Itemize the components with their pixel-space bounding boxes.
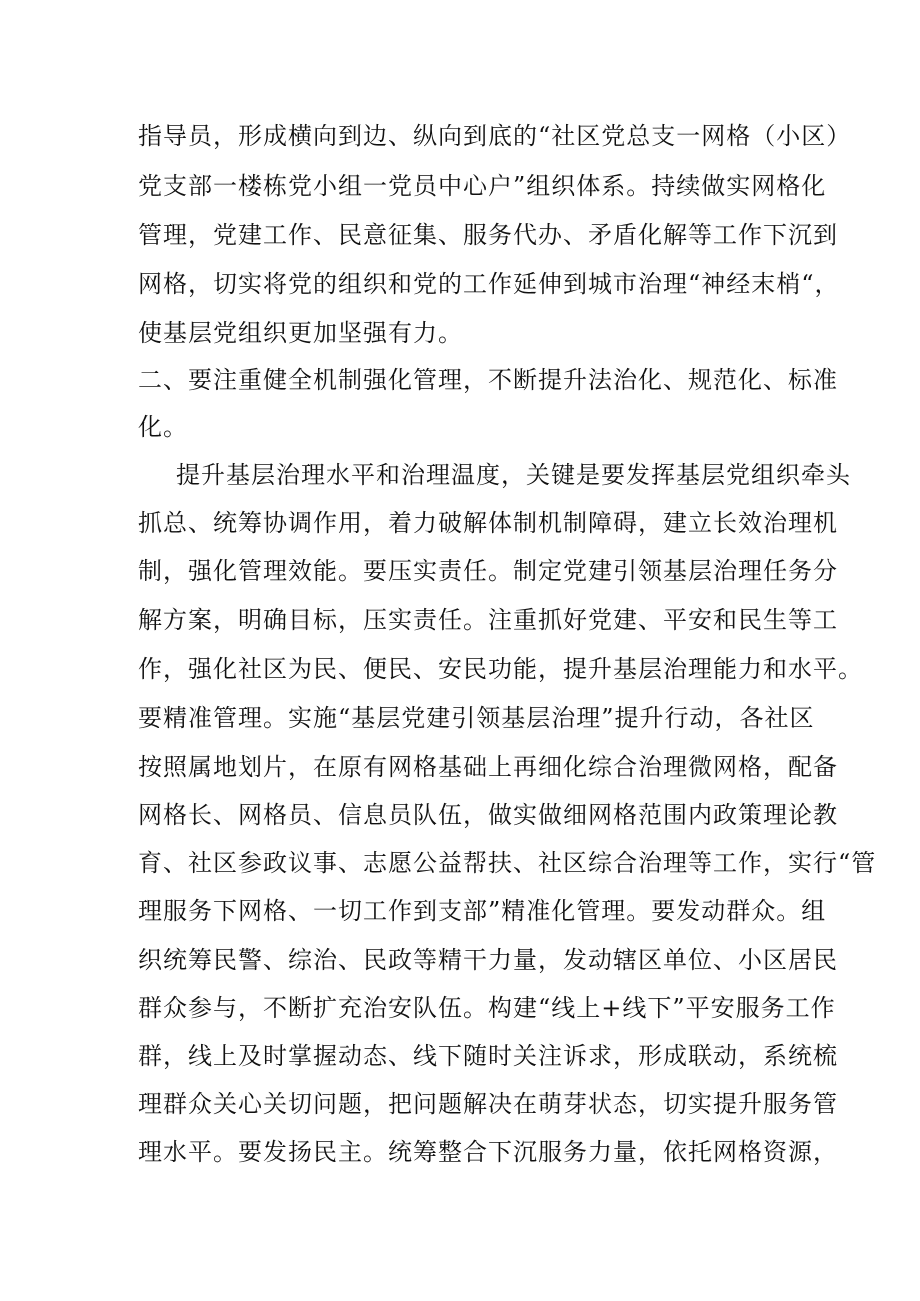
text-line: 网格，切实将党的组织和党的工作延伸到城市治理“神经末梢“， [138, 270, 840, 298]
text-line: 群众参与，不断扩充治安队伍。构建“线上+线下”平安服务工作 [138, 994, 836, 1022]
text-line: 理服务下网格、一切工作到支部”精准化管理。要发动群众。组 [138, 897, 827, 925]
text-line: 解方案，明确目标，压实责任。注重抓好党建、平安和民生等工 [138, 606, 838, 634]
text-line: 制，强化管理效能。要压实责任。制定党建引领基层治理任务分 [138, 557, 838, 585]
section-heading-continued: 化。 [138, 413, 188, 441]
text-line: 理水平。要发扬民主。统筹整合下沉服务力量，依托网格资源， [138, 1138, 838, 1166]
text-line: 指导员，形成横向到边、纵向到底的“社区党总支一网格（小区） [138, 122, 852, 150]
text-line: 育、社区参政议事、志愿公益帮扶、社区综合治理等工作，实行“管 [138, 849, 877, 877]
paragraph-first-line: 提升基层治理水平和治理温度，关键是要发挥基层党组织牵头 [176, 461, 851, 489]
text-line: 群，线上及时掌握动态、线下随时关注诉求，形成联动，系统梳 [138, 1042, 838, 1070]
text-line: 抓总、统筹协调作用，着力破解体制机制障碍，建立长效治理机 [138, 509, 838, 537]
text-line: 党支部一楼栋党小组一党员中心户”组织体系。持续做实网格化 [138, 172, 827, 200]
text-line: 按照属地划片，在原有网格基础上再细化综合治理微网格，配备 [138, 753, 838, 781]
text-line: 作，强化社区为民、便民、安民功能，提升基层治理能力和水平。 [138, 655, 863, 683]
text-line: 织统筹民警、综治、民政等精干力量，发动辖区单位、小区居民 [138, 946, 838, 974]
text-line: 使基层党组织更加坚强有力。 [138, 319, 463, 347]
text-line: 理群众关心关切问题，把问题解决在萌芽状态，切实提升服务管 [138, 1090, 838, 1118]
text-line: 要精准管理。实施“基层党建引领基层治理”提升行动，各社区 [138, 704, 815, 732]
text-line: 管理，党建工作、民意征集、服务代办、矛盾化解等工作下沉到 [138, 221, 838, 249]
section-heading: 二、要注重健全机制强化管理，不断提升法治化、规范化、标准 [138, 366, 838, 394]
text-line: 网格长、网格员、信息员队伍，做实做细网格范围内政策理论教 [138, 801, 838, 829]
